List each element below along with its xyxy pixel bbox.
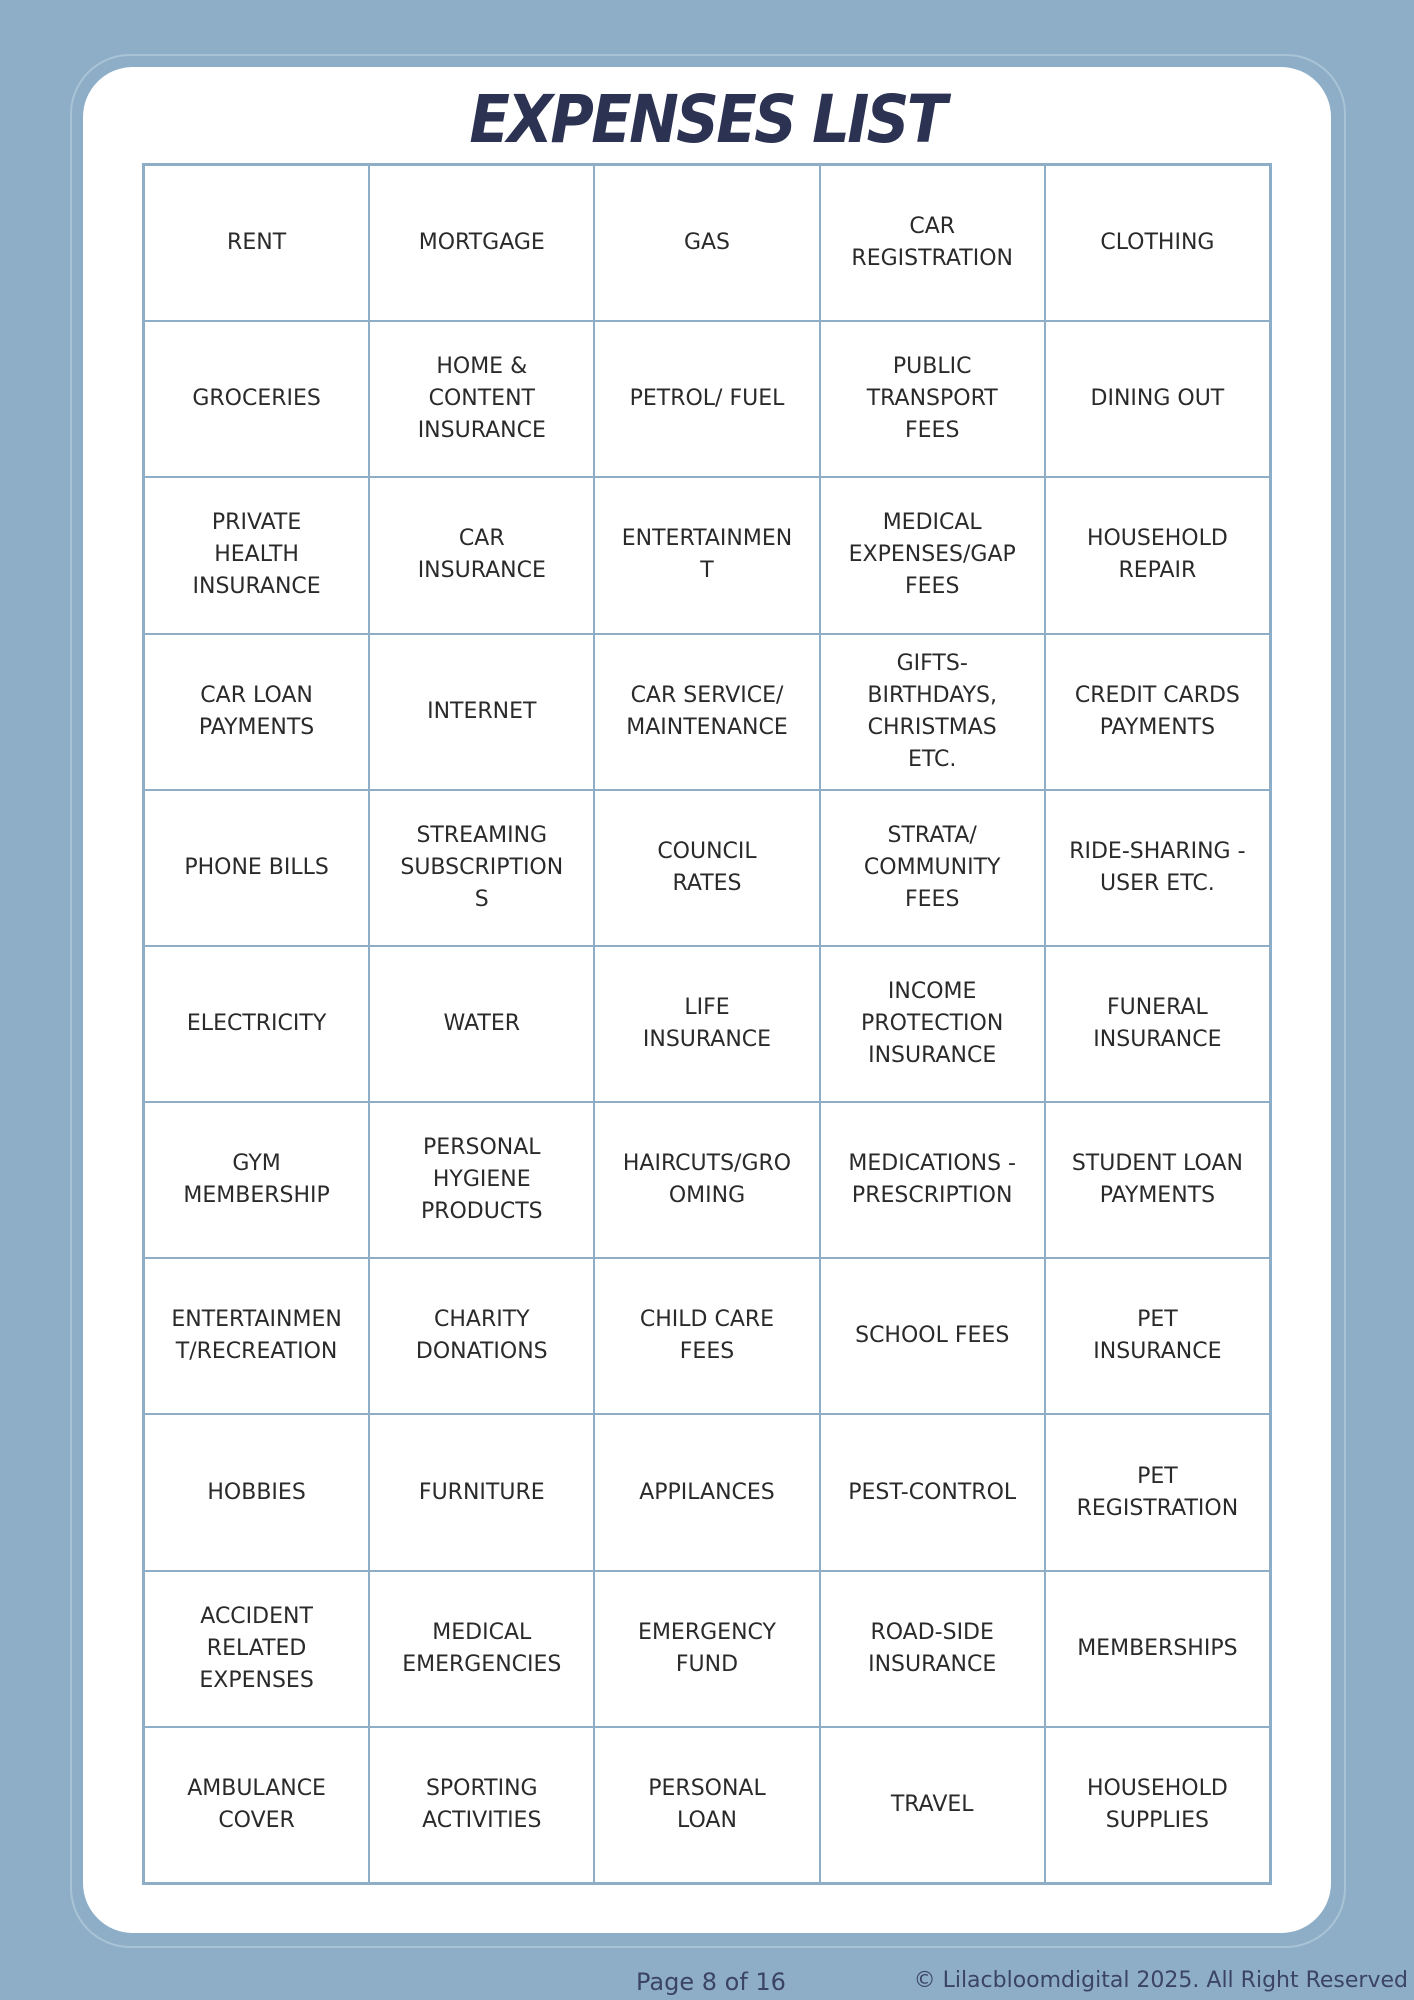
expense-cell: INTERNET — [369, 634, 594, 790]
expense-cell: MEDICAL EMERGENCIES — [369, 1571, 594, 1727]
expense-cell: WATER — [369, 946, 594, 1102]
expense-cell: STREAMING SUBSCRIPTION S — [369, 790, 594, 946]
expense-cell: PUBLIC TRANSPORT FEES — [820, 321, 1045, 477]
expense-cell: CAR SERVICE/ MAINTENANCE — [594, 634, 819, 790]
expense-cell: HAIRCUTS/GRO OMING — [594, 1102, 819, 1258]
expense-cell: GYM MEMBERSHIP — [144, 1102, 369, 1258]
expense-cell: RIDE-SHARING - USER ETC. — [1045, 790, 1270, 946]
expense-cell: INCOME PROTECTION INSURANCE — [820, 946, 1045, 1102]
expense-cell: RENT — [144, 165, 369, 321]
expense-cell: COUNCIL RATES — [594, 790, 819, 946]
expense-cell: MEDICAL EXPENSES/GAP FEES — [820, 477, 1045, 633]
expense-cell: EMERGENCY FUND — [594, 1571, 819, 1727]
expense-cell: PET INSURANCE — [1045, 1258, 1270, 1414]
expense-cell: FUNERAL INSURANCE — [1045, 946, 1270, 1102]
expense-cell: CAR INSURANCE — [369, 477, 594, 633]
expense-cell: CREDIT CARDS PAYMENTS — [1045, 634, 1270, 790]
expense-cell: PERSONAL HYGIENE PRODUCTS — [369, 1102, 594, 1258]
expense-cell: GROCERIES — [144, 321, 369, 477]
expense-cell: MEDICATIONS - PRESCRIPTION — [820, 1102, 1045, 1258]
expense-cell: PEST-CONTROL — [820, 1414, 1045, 1570]
expense-cell: GIFTS- BIRTHDAYS, CHRISTMAS ETC. — [820, 634, 1045, 790]
expense-cell: SCHOOL FEES — [820, 1258, 1045, 1414]
expense-cell: ACCIDENT RELATED EXPENSES — [144, 1571, 369, 1727]
expense-cell: ENTERTAINMEN T — [594, 477, 819, 633]
expense-cell: PETROL/ FUEL — [594, 321, 819, 477]
expense-cell: GAS — [594, 165, 819, 321]
expense-cell: MEMBERSHIPS — [1045, 1571, 1270, 1727]
expense-cell: CAR REGISTRATION — [820, 165, 1045, 321]
expense-cell: APPILANCES — [594, 1414, 819, 1570]
expense-cell: HOBBIES — [144, 1414, 369, 1570]
expense-cell: PHONE BILLS — [144, 790, 369, 946]
expense-cell: SPORTING ACTIVITIES — [369, 1727, 594, 1883]
page-title: EXPENSES LIST — [469, 81, 945, 158]
copyright-notice: © Lilacbloomdigital 2025. All Right Reserved — [913, 1968, 1408, 1993]
expense-cell: PERSONAL LOAN — [594, 1727, 819, 1883]
page-number: Page 8 of 16 — [636, 1968, 786, 1996]
expense-cell: STRATA/ COMMUNITY FEES — [820, 790, 1045, 946]
expense-cell: HOUSEHOLD REPAIR — [1045, 477, 1270, 633]
expense-cell: MORTGAGE — [369, 165, 594, 321]
expense-cell: ELECTRICITY — [144, 946, 369, 1102]
expenses-grid — [142, 163, 1272, 1885]
expense-cell: CHARITY DONATIONS — [369, 1258, 594, 1414]
expense-cell: DINING OUT — [1045, 321, 1270, 477]
expense-cell: CLOTHING — [1045, 165, 1270, 321]
expense-cell: PET REGISTRATION — [1045, 1414, 1270, 1570]
expense-cell: FURNITURE — [369, 1414, 594, 1570]
expense-cell: CHILD CARE FEES — [594, 1258, 819, 1414]
expense-cell: PRIVATE HEALTH INSURANCE — [144, 477, 369, 633]
expense-cell: LIFE INSURANCE — [594, 946, 819, 1102]
expense-cell: CAR LOAN PAYMENTS — [144, 634, 369, 790]
expense-cell: STUDENT LOAN PAYMENTS — [1045, 1102, 1270, 1258]
expense-cell: AMBULANCE COVER — [144, 1727, 369, 1883]
expense-cell: ROAD-SIDE INSURANCE — [820, 1571, 1045, 1727]
expense-cell: HOUSEHOLD SUPPLIES — [1045, 1727, 1270, 1883]
expense-cell: HOME & CONTENT INSURANCE — [369, 321, 594, 477]
expense-cell: ENTERTAINMEN T/RECREATION — [144, 1258, 369, 1414]
expense-cell: TRAVEL — [820, 1727, 1045, 1883]
